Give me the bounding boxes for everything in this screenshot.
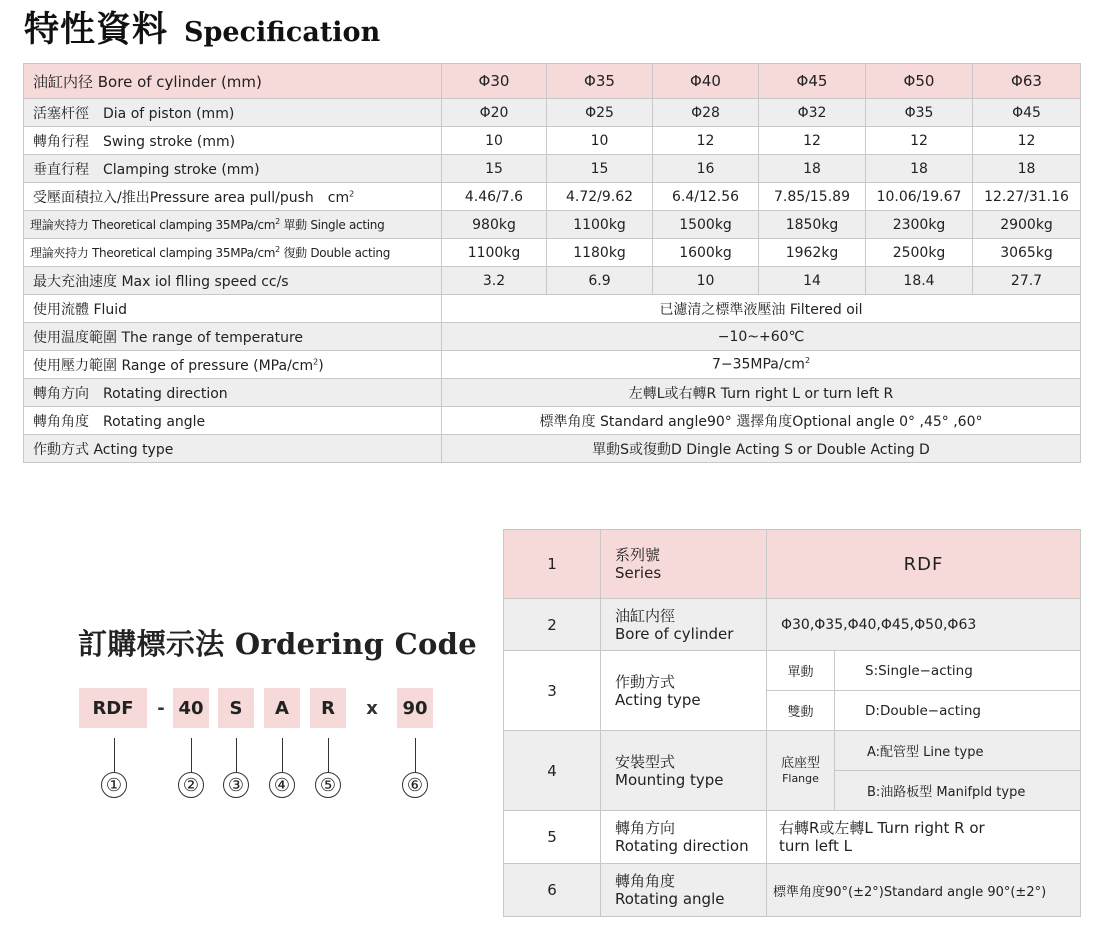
- name-en: Bore of cylinder: [615, 624, 734, 643]
- sub-label: [767, 731, 835, 811]
- title-english: Specification: [184, 17, 381, 48]
- spec-cell: 16: [653, 155, 759, 183]
- row-value: [767, 811, 1081, 864]
- value-line-2: turn left L: [779, 837, 852, 855]
- spec-row-label: [24, 351, 442, 379]
- spec-cell: 12: [866, 127, 973, 155]
- row-number: 5: [504, 811, 601, 864]
- spec-row-label: 使用流體 Fluid: [24, 295, 442, 323]
- row-name: [601, 651, 767, 731]
- spec-cell: 10.06/19.67: [866, 183, 973, 211]
- row-value: 標準角度90°(±2°)Standard angle 90°(±2°): [767, 864, 1081, 917]
- option-value: S:Single−acting: [835, 651, 1081, 691]
- label-tail: 單動 Single acting: [279, 218, 385, 232]
- spec-cell: 18: [973, 155, 1081, 183]
- row-name: [601, 599, 767, 651]
- spec-cell: 3.2: [442, 267, 547, 295]
- label-text: 受壓面積拉入/推出Pressure area pull/push cm: [33, 189, 350, 206]
- spec-header-bore: Φ30: [442, 64, 547, 99]
- circle-number-3: ③: [223, 772, 249, 798]
- row-name: [601, 811, 767, 864]
- page-title: [24, 2, 380, 48]
- spec-row-label: 活塞杆徑 Dia of piston (mm): [24, 99, 442, 127]
- row-value: Φ30,Φ35,Φ40,Φ45,Φ50,Φ63: [767, 599, 1081, 651]
- sub-label-en: Flange: [782, 771, 819, 785]
- code-box-mounting: A: [264, 688, 300, 728]
- row-value: RDF: [767, 530, 1081, 599]
- spec-row-rotating-angle: [24, 407, 1081, 435]
- title-chinese: 特性資料: [24, 9, 169, 50]
- name-en: Rotating direction: [615, 837, 749, 855]
- spec-cell: 980kg: [442, 211, 547, 239]
- circle-number-6: ⑥: [402, 772, 428, 798]
- superscript: 2: [349, 188, 355, 198]
- row-number: 2: [504, 599, 601, 651]
- label-text: 使用壓力範圍 Range of pressure (MPa/cm: [33, 357, 314, 374]
- spec-cell: 2500kg: [866, 239, 973, 267]
- spec-cell: 10: [442, 127, 547, 155]
- spec-cell: 3065kg: [973, 239, 1081, 267]
- spec-cell: 12.27/31.16: [973, 183, 1081, 211]
- superscript: 2: [313, 356, 319, 366]
- spec-row-label: 最大充油速度 Max iol flling speed cc/s: [24, 267, 442, 295]
- spec-cell: 1100kg: [442, 239, 547, 267]
- spec-cell: 1850kg: [759, 211, 866, 239]
- row-name: [601, 731, 767, 811]
- spec-row-label: 作動方式 Acting type: [24, 435, 442, 463]
- leader-line: [236, 738, 237, 772]
- option-value: B:油路板型 Manifpld type: [835, 771, 1081, 811]
- leader-line: [328, 738, 329, 772]
- label-tail: 復動 Double acting: [279, 246, 391, 260]
- spec-cell: Φ32: [759, 99, 866, 127]
- spec-cell: Φ25: [547, 99, 653, 127]
- value-text: 7−35MPa/cm: [711, 356, 805, 373]
- spec-row-swing: [24, 127, 1081, 155]
- spec-row-fluid: [24, 295, 1081, 323]
- spec-cell: 12: [653, 127, 759, 155]
- spec-header-bore: Φ35: [547, 64, 653, 99]
- row-number: 1: [504, 530, 601, 599]
- spec-cell: Φ35: [866, 99, 973, 127]
- spec-row-label: 轉角角度 Rotating angle: [24, 407, 442, 435]
- spec-cell: Φ45: [973, 99, 1081, 127]
- circle-number-1: ①: [101, 772, 127, 798]
- spec-cell: Φ28: [653, 99, 759, 127]
- name-en: Series: [615, 564, 662, 582]
- spec-row-rotating-direction: [24, 379, 1081, 407]
- code-box-acting: S: [218, 688, 254, 728]
- option-value: A:配管型 Line type: [835, 731, 1081, 771]
- spec-span-cell: 左轉L或右轉R Turn right L or turn left R: [442, 379, 1081, 407]
- ordering-row-mounting-1: [504, 731, 1081, 771]
- spec-cell: 10: [547, 127, 653, 155]
- row-name: [601, 864, 767, 917]
- label-text: 理論夾持力 Theoretical clamping 35MPa/cm: [30, 218, 276, 232]
- specification-table: [23, 63, 1081, 463]
- spec-span-cell: 單動S或復動D Dingle Acting S or Double Acting D: [442, 435, 1081, 463]
- spec-header-bore: Φ45: [759, 64, 866, 99]
- spec-header-bore: Φ63: [973, 64, 1081, 99]
- spec-cell: 12: [973, 127, 1081, 155]
- spec-cell: 15: [442, 155, 547, 183]
- spec-span-cell: −10~+60℃: [442, 323, 1081, 351]
- spec-cell: 7.85/15.89: [759, 183, 866, 211]
- spec-cell: 1962kg: [759, 239, 866, 267]
- leader-line: [191, 738, 192, 772]
- value-line-1: 右轉R或左轉L Turn right R or: [779, 819, 985, 837]
- name-zh: 系列號: [615, 546, 661, 564]
- spec-row-label: 使用温度範圍 The range of temperature: [24, 323, 442, 351]
- spec-header-label: 油缸内径 Bore of cylinder (mm): [24, 64, 442, 99]
- spec-cell: 4.46/7.6: [442, 183, 547, 211]
- code-box-bore: 40: [173, 688, 209, 728]
- spec-cell: 12: [759, 127, 866, 155]
- spec-row-force-single: [24, 211, 1081, 239]
- spec-cell: 6.9: [547, 267, 653, 295]
- circle-number-5: ⑤: [315, 772, 341, 798]
- spec-row-label: [24, 211, 442, 239]
- spec-row-pressure-area: [24, 183, 1081, 211]
- superscript: 2: [275, 217, 280, 226]
- label-tail: ): [318, 357, 324, 374]
- row-number: 3: [504, 651, 601, 731]
- spec-row-clamping: [24, 155, 1081, 183]
- code-box-series: RDF: [79, 688, 147, 728]
- spec-row-label: 轉角方向 Rotating direction: [24, 379, 442, 407]
- ordering-table: [503, 529, 1081, 917]
- spec-header-bore: Φ40: [653, 64, 759, 99]
- spec-cell: 1600kg: [653, 239, 759, 267]
- leader-line: [415, 738, 416, 772]
- spec-header-row: [24, 64, 1081, 99]
- spec-span-cell: 已濾清之標準液壓油 Filtered oil: [442, 295, 1081, 323]
- superscript: 2: [275, 245, 280, 254]
- name-zh: 油缸内徑: [615, 606, 676, 625]
- circle-number-4: ④: [269, 772, 295, 798]
- spec-row-label: [24, 183, 442, 211]
- spec-row-pressure-range: [24, 351, 1081, 379]
- spec-cell: 10: [653, 267, 759, 295]
- spec-row-label: 垂直行程 Clamping stroke (mm): [24, 155, 442, 183]
- code-separator-dash: -: [157, 697, 165, 719]
- spec-span-cell: [442, 351, 1081, 379]
- name-zh: 作動方式: [615, 672, 676, 691]
- spec-row-label: [24, 239, 442, 267]
- superscript: 2: [804, 356, 811, 366]
- ordering-row-bore: [504, 599, 1081, 651]
- name-zh: 轉角方向: [615, 819, 676, 837]
- ordering-row-angle: [504, 864, 1081, 917]
- sub-label: 雙動: [767, 691, 835, 731]
- row-number: 6: [504, 864, 601, 917]
- code-box-direction: R: [310, 688, 346, 728]
- code-separator-x: x: [366, 697, 378, 719]
- label-text: 理論夾持力 Theoretical clamping 35MPa/cm: [30, 246, 276, 260]
- circle-number-2: ②: [178, 772, 204, 798]
- spec-row-piston: [24, 99, 1081, 127]
- ordering-row-direction: [504, 811, 1081, 864]
- row-name: [601, 530, 767, 599]
- spec-cell: 1180kg: [547, 239, 653, 267]
- spec-cell: 2300kg: [866, 211, 973, 239]
- spec-row-acting-type: [24, 435, 1081, 463]
- spec-cell: 27.7: [973, 267, 1081, 295]
- leader-line: [114, 738, 115, 772]
- spec-row-oil-speed: [24, 267, 1081, 295]
- spec-cell: 1100kg: [547, 211, 653, 239]
- code-box-angle: 90: [397, 688, 433, 728]
- ordering-row-series: [504, 530, 1081, 599]
- spec-cell: 1500kg: [653, 211, 759, 239]
- name-zh: 轉角角度: [615, 872, 676, 890]
- spec-cell: 18.4: [866, 267, 973, 295]
- ordering-row-acting-1: [504, 651, 1081, 691]
- sub-label: 單動: [767, 651, 835, 691]
- option-value: D:Double−acting: [835, 691, 1081, 731]
- name-en: Acting type: [615, 690, 701, 709]
- spec-cell: 6.4/12.56: [653, 183, 759, 211]
- spec-header-bore: Φ50: [866, 64, 973, 99]
- spec-row-label: 轉角行程 Swing stroke (mm): [24, 127, 442, 155]
- name-en: Rotating angle: [615, 890, 725, 908]
- spec-cell: 18: [759, 155, 866, 183]
- sub-label-zh: 底座型: [780, 755, 820, 771]
- name-en: Mounting type: [615, 770, 724, 789]
- row-number: 4: [504, 731, 601, 811]
- ordering-code-title: 訂購標示法 Ordering Code: [78, 627, 477, 661]
- name-zh: 安裝型式: [615, 752, 676, 771]
- spec-cell: 2900kg: [973, 211, 1081, 239]
- spec-cell: Φ20: [442, 99, 547, 127]
- spec-span-cell: 標準角度 Standard angle90° 選擇角度Optional angle 0° ,45° ,60°: [442, 407, 1081, 435]
- spec-cell: 4.72/9.62: [547, 183, 653, 211]
- spec-row-force-double: [24, 239, 1081, 267]
- spec-row-temperature: [24, 323, 1081, 351]
- spec-cell: 14: [759, 267, 866, 295]
- spec-cell: 18: [866, 155, 973, 183]
- leader-line: [282, 738, 283, 772]
- spec-cell: 15: [547, 155, 653, 183]
